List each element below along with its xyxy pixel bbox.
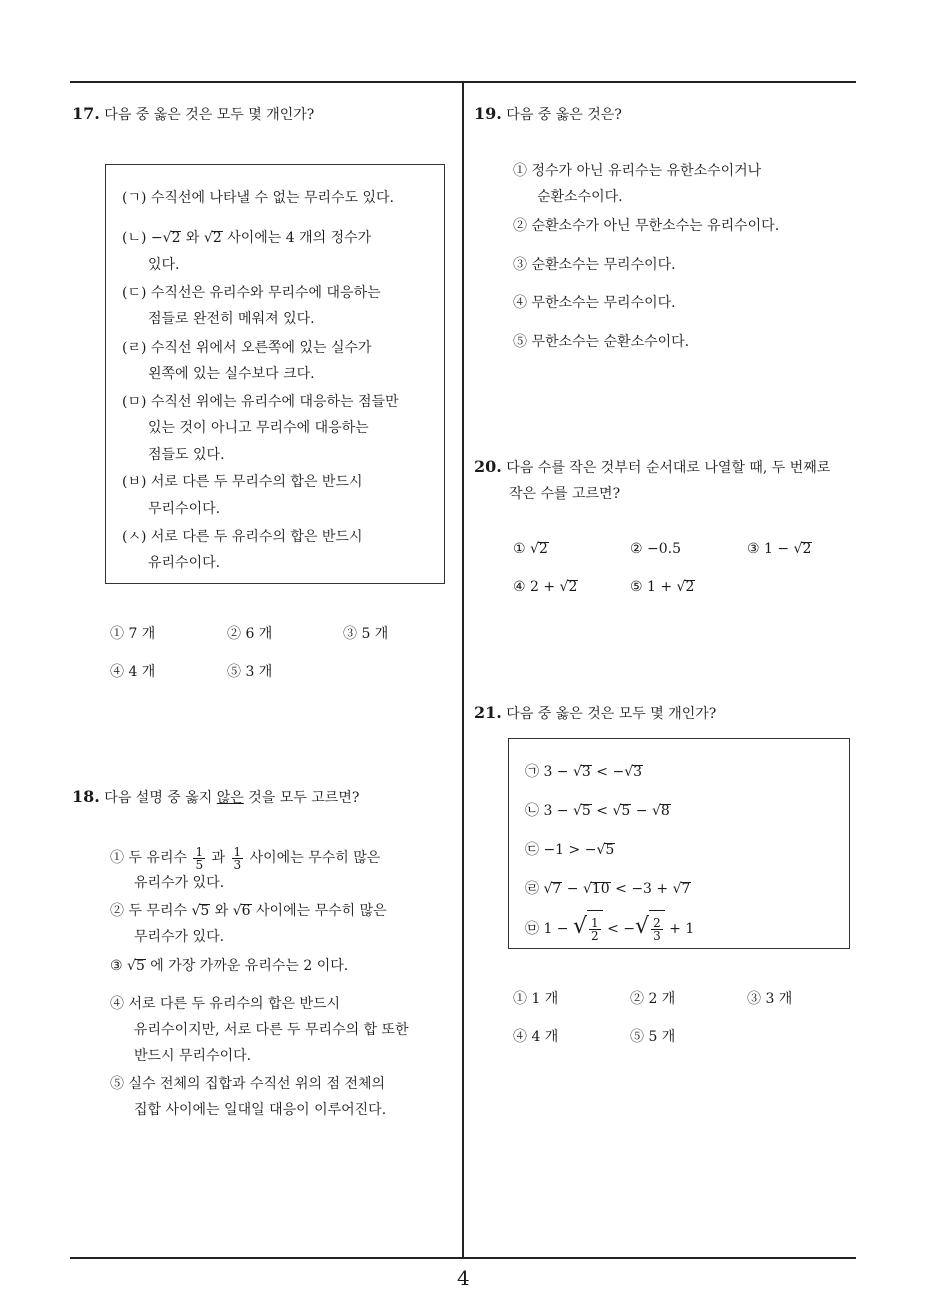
option-4[interactable]: ④ 무한소수는 무리수이다. [513, 295, 676, 311]
statement-b-cont: 있다. [148, 257, 180, 273]
option-1-cont: 유리수가 있다. [134, 875, 225, 891]
choice-2[interactable]: ② −0.5 [630, 541, 681, 557]
statement-3: ㉢ −1 > −√5 [525, 842, 615, 858]
choice-1[interactable]: ① 1 개 [513, 991, 559, 1007]
question-text: 다음 설명 중 옳지 않은 것을 모두 고르면? [104, 790, 360, 806]
statement-a: (ㄱ) 수직선에 나타낼 수 없는 무리수도 있다. [122, 190, 394, 206]
option-4-cont: 유리수이지만, 서로 다른 두 무리수의 합 또한 [134, 1022, 409, 1038]
statement-f: (ㅂ) 서로 다른 두 무리수의 합은 반드시 [122, 474, 363, 490]
statement-g-cont: 유리수이다. [148, 555, 221, 571]
statement-d: (ㄹ) 수직선 위에서 오른쪽에 있는 실수가 [122, 340, 372, 356]
column-divider [462, 83, 464, 1259]
option-1[interactable]: ① 두 유리수 $\frac{1}{5}$ 과 $\frac{1}{3}$ 사이에는 무수히 많은 [110, 844, 381, 872]
question-20-header [474, 457, 830, 477]
option-5[interactable]: ⑤ 무한소수는 순환소수이다. [513, 334, 690, 350]
statement-4: ㉣ √7 − √10 < −3 + √7 [525, 881, 691, 897]
option-2[interactable]: ② 두 무리수 √5 와 √6 사이에는 무수히 많은 [110, 903, 387, 919]
choice-5[interactable]: ⑤ 5 개 [630, 1029, 676, 1045]
question-text-cont: 작은 수를 고르면? [509, 486, 621, 502]
option-5[interactable]: ⑤ 실수 전체의 집합과 수직선 위의 점 전체의 [110, 1076, 386, 1092]
statement-e-cont: 있는 것이 아니고 무리수에 대응하는 [148, 420, 369, 436]
question-number: 20. [474, 457, 502, 476]
option-5-cont: 집합 사이에는 일대일 대응이 이루어진다. [134, 1102, 387, 1118]
question-19-header [474, 104, 622, 124]
statement-d-cont: 왼쪽에 있는 실수보다 크다. [148, 366, 315, 382]
statement-f-cont: 무리수이다. [148, 501, 221, 517]
choice-4[interactable]: ④ 4 개 [110, 664, 156, 680]
question-number: 18. [72, 787, 100, 806]
statement-e-cont2: 점들도 있다. [148, 447, 225, 463]
question-21-header [474, 703, 716, 723]
sqrt-value: 2 [212, 230, 222, 246]
statement-c: (ㄷ) 수직선은 유리수와 무리수에 대응하는 [122, 285, 381, 301]
question-text: 다음 중 옳은 것은 모두 몇 개인가? [506, 706, 717, 722]
statement-b: (ㄴ) −√2 와 √2 사이에는 4 개의 정수가 [122, 230, 372, 246]
option-3[interactable]: ③ √5 에 가장 가까운 유리수는 2 이다. [110, 958, 349, 974]
page-number: 4 [457, 1266, 470, 1290]
choice-3[interactable]: ③ 1 − √2 [747, 541, 812, 557]
option-2[interactable]: ② 순환소수가 아닌 무한소수는 유리수이다. [513, 218, 780, 234]
choice-5[interactable]: ⑤ 3 개 [227, 664, 273, 680]
option-1-cont: 순환소수이다. [537, 189, 623, 205]
choice-4[interactable]: ④ 2 + √2 [513, 579, 578, 595]
choice-3[interactable]: ③ 3 개 [747, 991, 793, 1007]
choice-4[interactable]: ④ 4 개 [513, 1029, 559, 1045]
fraction: $\frac{1}{5}$ [195, 844, 204, 872]
question-text: 다음 중 옳은 것은 모두 몇 개인가? [104, 107, 315, 123]
option-4-cont2: 반드시 무리수이다. [134, 1048, 252, 1064]
question-18-header [72, 787, 359, 807]
sqrt-value: 2 [171, 230, 181, 246]
fraction: $\frac{1}{2}$ [591, 916, 599, 943]
option-1[interactable]: ① 정수가 아닌 유리수는 유한소수이거나 [513, 163, 762, 179]
choice-5[interactable]: ⑤ 1 + √2 [630, 579, 695, 595]
question-text: 다음 수를 작은 것부터 순서대로 나열할 때, 두 번째로 [506, 460, 831, 476]
choice-2[interactable]: ② 6 개 [227, 626, 273, 642]
statement-5: ㉤ 1 − √ $\frac{1}{2}$ < −√ $\frac{2}{3}$ + 1 [525, 908, 694, 949]
option-4[interactable]: ④ 서로 다른 두 유리수의 합은 반드시 [110, 996, 341, 1012]
question-number: 19. [474, 104, 502, 123]
statement-g: (ㅅ) 서로 다른 두 유리수의 합은 반드시 [122, 529, 363, 545]
statement-c-cont: 점들로 완전히 메워져 있다. [148, 311, 315, 327]
statement-1: ㉠ 3 − √3 < −√3 [525, 764, 643, 780]
question-17-header [72, 104, 314, 124]
statement-e: (ㅁ) 수직선 위에는 유리수에 대응하는 점들만 [122, 394, 399, 410]
question-text: 다음 중 옳은 것은? [506, 107, 622, 123]
choice-1[interactable]: ① 7 개 [110, 626, 156, 642]
choice-2[interactable]: ② 2 개 [630, 991, 676, 1007]
choice-1[interactable]: ① √2 [513, 541, 548, 557]
choice-3[interactable]: ③ 5 개 [343, 626, 389, 642]
statement-2: ㉡ 3 − √5 < √5 − √8 [525, 803, 670, 819]
question-number: 21. [474, 703, 502, 722]
option-3[interactable]: ③ 순환소수는 무리수이다. [513, 257, 676, 273]
option-2-cont: 무리수가 있다. [134, 929, 225, 945]
fraction: $\frac{2}{3}$ [653, 916, 661, 943]
fraction: $\frac{1}{3}$ [233, 844, 242, 872]
question-number: 17. [72, 104, 100, 123]
